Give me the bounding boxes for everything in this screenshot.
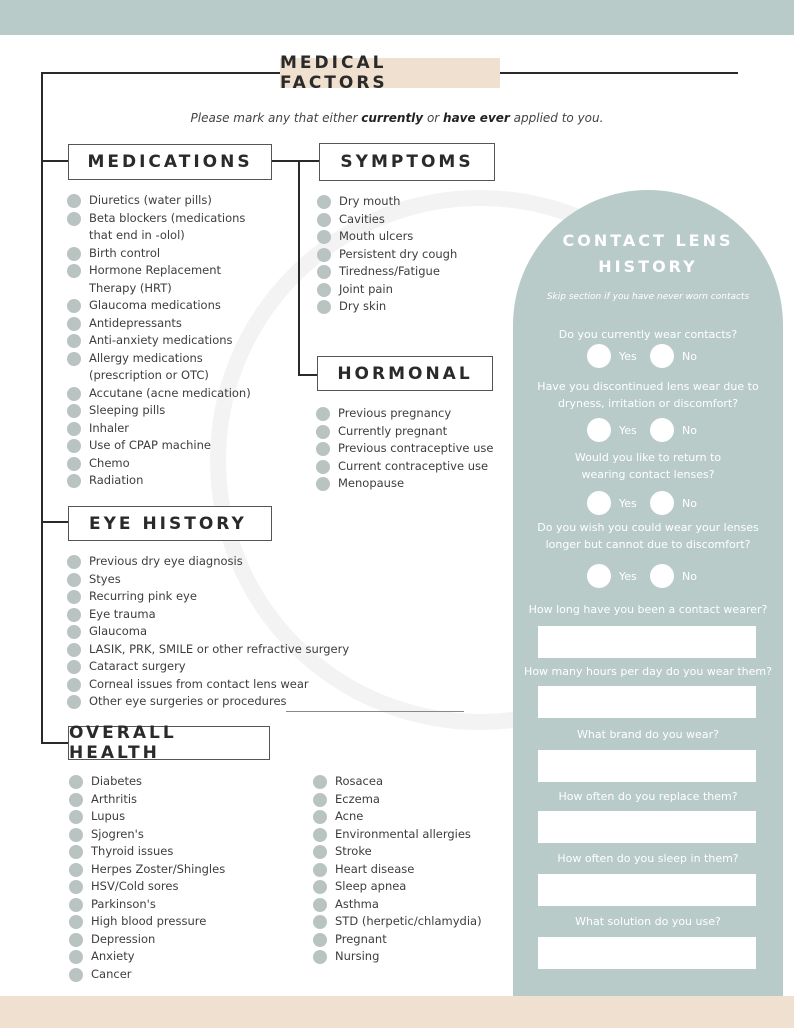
checklist-item[interactable] [67, 402, 267, 420]
checkbox-circle[interactable] [317, 265, 331, 279]
checklist-label: Cavities [339, 211, 385, 226]
hours-per-day-field[interactable] [538, 686, 756, 718]
checklist-item[interactable] [317, 246, 507, 264]
checklist-label: Eczema [335, 791, 380, 806]
checklist-label: Diuretics (water pills) [89, 193, 212, 207]
checkbox-circle[interactable] [67, 555, 81, 569]
checklist-item[interactable] [67, 472, 267, 490]
checklist-label: Lupus [91, 809, 126, 823]
checklist-label: Thyroid issues [91, 844, 174, 858]
checkbox-circle[interactable] [313, 828, 327, 842]
checklist-label: Menopause [338, 476, 405, 490]
checklist-item[interactable] [67, 693, 367, 711]
checkbox-circle[interactable] [67, 457, 81, 471]
checklist-label: Joint pain [339, 281, 393, 296]
symptoms-list [317, 193, 507, 316]
checkbox-circle[interactable] [67, 590, 81, 604]
checkbox-circle[interactable] [316, 425, 330, 439]
checklist-item[interactable] [316, 423, 511, 441]
checklist-label: Sleeping pills [89, 403, 166, 417]
checkbox-circle[interactable] [67, 422, 81, 436]
checklist-item[interactable] [69, 966, 289, 984]
checklist-item[interactable] [67, 315, 267, 333]
checklist-item[interactable] [67, 350, 267, 385]
checklist-label: Mouth ulcers [339, 229, 414, 243]
checklist-item[interactable] [67, 210, 267, 245]
checkbox-circle[interactable] [316, 442, 330, 456]
connector-line [298, 160, 300, 376]
checklist-item[interactable] [317, 193, 507, 211]
checklist-item[interactable] [67, 262, 267, 297]
connector-line [41, 160, 68, 162]
brand-field[interactable] [538, 750, 756, 782]
checkbox-circle[interactable] [69, 933, 83, 947]
checkbox-circle[interactable] [67, 678, 81, 692]
yes-checkbox[interactable] [587, 344, 611, 368]
checkbox-circle[interactable] [69, 898, 83, 912]
checklist-item[interactable] [69, 878, 289, 896]
checklist-label: Previous pregnancy [338, 406, 452, 420]
sleep-field[interactable] [538, 874, 756, 906]
checklist-label: Sleep apnea [335, 879, 407, 893]
question-replace: How often do you replace them? [558, 790, 738, 803]
checklist-label: Stroke [335, 844, 372, 858]
checkbox-circle[interactable] [67, 387, 81, 401]
checklist-label: Parkinson's [91, 896, 156, 911]
other-surgeries-blank[interactable] [286, 711, 464, 712]
checkbox-circle[interactable] [69, 880, 83, 894]
checklist-item[interactable] [69, 791, 289, 809]
yes-option[interactable]: Yes [587, 344, 637, 368]
symptoms-heading: SYMPTOMS [319, 143, 495, 181]
checkbox-circle[interactable] [316, 477, 330, 491]
checklist-label: Asthma [335, 896, 379, 911]
checklist-label: Use of CPAP machine [89, 438, 211, 452]
checkbox-circle[interactable] [317, 213, 331, 227]
checklist-item[interactable] [69, 773, 289, 791]
checklist-item[interactable] [67, 385, 267, 403]
yes-checkbox[interactable] [587, 491, 611, 515]
checkbox-circle[interactable] [313, 933, 327, 947]
checkbox-circle[interactable] [313, 898, 327, 912]
no-option[interactable]: No [650, 491, 697, 515]
checklist-item[interactable] [313, 791, 513, 809]
checklist-item[interactable] [317, 228, 507, 246]
instruction-text: Please mark any that either currently or have ever applied to you. [190, 111, 604, 125]
bottom-band [0, 996, 794, 1028]
checkbox-circle[interactable] [313, 915, 327, 929]
checkbox-circle[interactable] [67, 643, 81, 657]
checklist-item[interactable] [313, 773, 513, 791]
checkbox-circle[interactable] [67, 247, 81, 261]
checkbox-circle[interactable] [67, 194, 81, 208]
checkbox-circle[interactable] [67, 695, 81, 709]
checklist-item[interactable] [69, 913, 289, 931]
checklist-label: Anxiety [91, 949, 135, 963]
checklist-item[interactable] [67, 588, 367, 606]
checklist-label: Previous contraceptive use [338, 441, 494, 455]
checklist-label: Cataract surgery [89, 659, 186, 673]
no-checkbox[interactable] [650, 418, 674, 442]
checkbox-circle[interactable] [317, 195, 331, 209]
no-checkbox[interactable] [650, 491, 674, 515]
checklist-item[interactable] [69, 843, 289, 861]
overall-health-heading: OVERALL HEALTH [68, 726, 270, 760]
checkbox-circle[interactable] [69, 793, 83, 807]
checkbox-circle[interactable] [67, 474, 81, 488]
checkbox-circle[interactable] [317, 248, 331, 262]
checklist-item[interactable] [69, 896, 289, 914]
medications-heading: MEDICATIONS [68, 144, 272, 180]
question-how-long: How long have you been a contact wearer? [528, 603, 768, 616]
checkbox-circle[interactable] [317, 300, 331, 314]
checklist-label: Heart disease [335, 861, 415, 876]
checklist-label: Allergy medications (prescription or OTC) [89, 350, 209, 382]
checklist-label: Environmental allergies [335, 826, 471, 841]
checklist-item[interactable] [69, 826, 289, 844]
checkbox-circle[interactable] [67, 573, 81, 587]
checkbox-circle[interactable] [67, 404, 81, 418]
checklist-label: Dry skin [339, 299, 387, 313]
contact-lens-subtitle: Skip section if you have never worn contacts [546, 292, 750, 302]
checklist-item[interactable] [313, 808, 513, 826]
checklist-label: Tiredness/Fatigue [339, 264, 440, 278]
connector-line [41, 521, 68, 523]
checklist-item[interactable] [69, 931, 289, 949]
overall-health-list-left [69, 773, 289, 983]
checkbox-circle[interactable] [69, 968, 83, 982]
checklist-item[interactable] [313, 913, 513, 931]
checkbox-circle[interactable] [313, 863, 327, 877]
checklist-item[interactable] [313, 826, 513, 844]
checklist-label: Glaucoma medications [89, 298, 221, 312]
question-solution: What solution do you use? [575, 915, 721, 928]
checkbox-circle[interactable] [67, 660, 81, 674]
checklist-item[interactable] [67, 437, 267, 455]
solution-field[interactable] [538, 937, 756, 969]
checklist-item[interactable] [67, 455, 267, 473]
checkbox-circle[interactable] [313, 793, 327, 807]
question-sleep: How often do you sleep in them? [557, 852, 739, 865]
checklist-label: LASIK, PRK, SMILE or other refractive surgery [89, 641, 350, 656]
eye-history-list [67, 553, 367, 711]
checklist-item[interactable] [316, 440, 511, 458]
checkbox-circle[interactable] [67, 625, 81, 639]
no-option[interactable]: No [650, 418, 697, 442]
checkbox-circle[interactable] [313, 775, 327, 789]
connector-line [500, 72, 738, 74]
checkbox-circle[interactable] [67, 439, 81, 453]
yes-checkbox[interactable] [587, 564, 611, 588]
yes-option[interactable]: Yes [587, 418, 637, 442]
checklist-item[interactable] [67, 297, 267, 315]
top-band [0, 0, 794, 35]
checkbox-circle[interactable] [67, 264, 81, 278]
checklist-label: STD (herpetic/chlamydia) [335, 914, 482, 928]
contact-lens-title: CONTACT LENS HISTORY [562, 231, 734, 276]
checklist-label: Previous dry eye diagnosis [89, 554, 243, 568]
question-wear-longer: Do you wish you could wear your lenses longer but cannot due to discomfort? [537, 521, 759, 551]
checklist-item[interactable] [313, 843, 513, 861]
checkbox-circle[interactable] [69, 845, 83, 859]
checkbox-circle[interactable] [317, 283, 331, 297]
checklist-item[interactable] [69, 861, 289, 879]
checkbox-circle[interactable] [69, 810, 83, 824]
eye-history-heading: EYE HISTORY [68, 506, 272, 541]
checklist-label: Currently pregnant [338, 423, 448, 438]
checkbox-circle[interactable] [69, 915, 83, 929]
checklist-item[interactable] [67, 658, 367, 676]
checklist-item[interactable] [67, 623, 367, 641]
medications-list [67, 192, 267, 490]
no-checkbox[interactable] [650, 564, 674, 588]
yes-checkbox[interactable] [587, 418, 611, 442]
checklist-item[interactable] [67, 641, 367, 659]
hormonal-list [316, 405, 511, 493]
question-currently-wear: Do you currently wear contacts? [558, 328, 738, 341]
checklist-label: Other eye surgeries or procedures [89, 694, 287, 708]
checklist-item[interactable] [69, 808, 289, 826]
checklist-label: Dry mouth [339, 194, 401, 208]
checklist-item[interactable] [317, 281, 507, 299]
no-checkbox[interactable] [650, 344, 674, 368]
checklist-item[interactable] [313, 896, 513, 914]
no-option[interactable]: No [650, 344, 697, 368]
checkbox-circle[interactable] [69, 863, 83, 877]
question-return-wearing: Would you like to return to wearing contact lenses? [574, 451, 722, 481]
checklist-item[interactable] [67, 332, 267, 350]
checkbox-circle[interactable] [316, 407, 330, 421]
checklist-label: Diabetes [91, 774, 143, 788]
hormonal-heading: HORMONAL [317, 356, 493, 391]
checklist-label: Rosacea [335, 774, 383, 788]
checklist-label: Persistent dry cough [339, 246, 458, 261]
checklist-item[interactable] [67, 192, 267, 210]
checklist-label: Birth control [89, 245, 161, 260]
checkbox-circle[interactable] [313, 845, 327, 859]
connector-line [41, 72, 43, 744]
checklist-label: Current contraceptive use [338, 458, 489, 473]
checkbox-circle[interactable] [67, 334, 81, 348]
checklist-label: Anti-anxiety medications [89, 333, 233, 347]
checklist-label: Glaucoma [89, 624, 148, 638]
checkbox-circle[interactable] [67, 608, 81, 622]
checkbox-circle[interactable] [317, 230, 331, 244]
checklist-label: High blood pressure [91, 914, 207, 928]
checkbox-circle[interactable] [313, 880, 327, 894]
connector-line [41, 72, 280, 74]
checklist-label: Corneal issues from contact lens wear [89, 676, 309, 691]
page-title: MEDICAL FACTORS [280, 58, 500, 88]
checklist-label: Pregnant [335, 931, 387, 946]
overall-health-list-right [313, 773, 513, 966]
checklist-label: Eye trauma [89, 606, 156, 621]
checklist-label: Accutane (acne medication) [89, 385, 251, 400]
checkbox-circle[interactable] [67, 299, 81, 313]
checkbox-circle[interactable] [67, 317, 81, 331]
connector-line [271, 160, 319, 162]
checklist-label: Hormone Replacement Therapy (HRT) [89, 263, 222, 295]
checkbox-circle[interactable] [67, 352, 81, 366]
checklist-label: HSV/Cold sores [91, 879, 179, 893]
how-long-field[interactable] [538, 626, 756, 658]
checklist-item[interactable] [67, 676, 367, 694]
checklist-item[interactable] [313, 931, 513, 949]
question-discontinued: Have you discontinued lens wear due to dryness, irritation or discomfort? [537, 380, 759, 410]
checklist-item[interactable] [67, 571, 367, 589]
checkbox-circle[interactable] [69, 950, 83, 964]
checkbox-circle[interactable] [69, 775, 83, 789]
checkbox-circle[interactable] [67, 212, 81, 226]
checklist-item[interactable] [313, 878, 513, 896]
checklist-item[interactable] [313, 861, 513, 879]
checkbox-circle[interactable] [313, 950, 327, 964]
checklist-label: Chemo [89, 455, 130, 470]
checklist-label: Antidepressants [89, 315, 182, 330]
checklist-item[interactable] [67, 606, 367, 624]
checklist-item[interactable] [316, 405, 511, 423]
checklist-label: Arthritis [91, 791, 138, 806]
checklist-item[interactable] [316, 458, 511, 476]
checklist-label: Inhaler [89, 420, 130, 435]
connector-line [41, 742, 68, 744]
checklist-item[interactable] [67, 245, 267, 263]
checkbox-circle[interactable] [313, 810, 327, 824]
question-hours-per-day: How many hours per day do you wear them? [524, 665, 772, 678]
checklist-item[interactable] [316, 475, 511, 493]
checklist-item[interactable] [317, 298, 507, 316]
checklist-label: Acne [335, 809, 364, 823]
checklist-label: Nursing [335, 949, 380, 963]
checklist-item[interactable] [317, 263, 507, 281]
checklist-label: Radiation [89, 473, 144, 487]
checklist-label: Styes [89, 571, 121, 586]
checklist-item[interactable] [313, 948, 513, 966]
checklist-item[interactable] [317, 211, 507, 229]
yes-option[interactable]: Yes [587, 491, 637, 515]
checkbox-circle[interactable] [316, 460, 330, 474]
checklist-label: Sjogren's [91, 826, 144, 841]
yes-option[interactable]: Yes [587, 564, 637, 588]
checklist-label: Herpes Zoster/Shingles [91, 861, 226, 876]
replace-field[interactable] [538, 811, 756, 843]
question-brand: What brand do you wear? [577, 728, 719, 741]
connector-line [298, 374, 317, 376]
checklist-item[interactable] [67, 553, 367, 571]
checklist-label: Beta blockers (medications that end in -olol) [89, 210, 246, 242]
checklist-item[interactable] [67, 420, 267, 438]
checklist-label: Cancer [91, 966, 132, 981]
checklist-item[interactable] [69, 948, 289, 966]
checkbox-circle[interactable] [69, 828, 83, 842]
no-option[interactable]: No [650, 564, 697, 588]
checklist-label: Recurring pink eye [89, 589, 197, 603]
checklist-label: Depression [91, 931, 156, 946]
